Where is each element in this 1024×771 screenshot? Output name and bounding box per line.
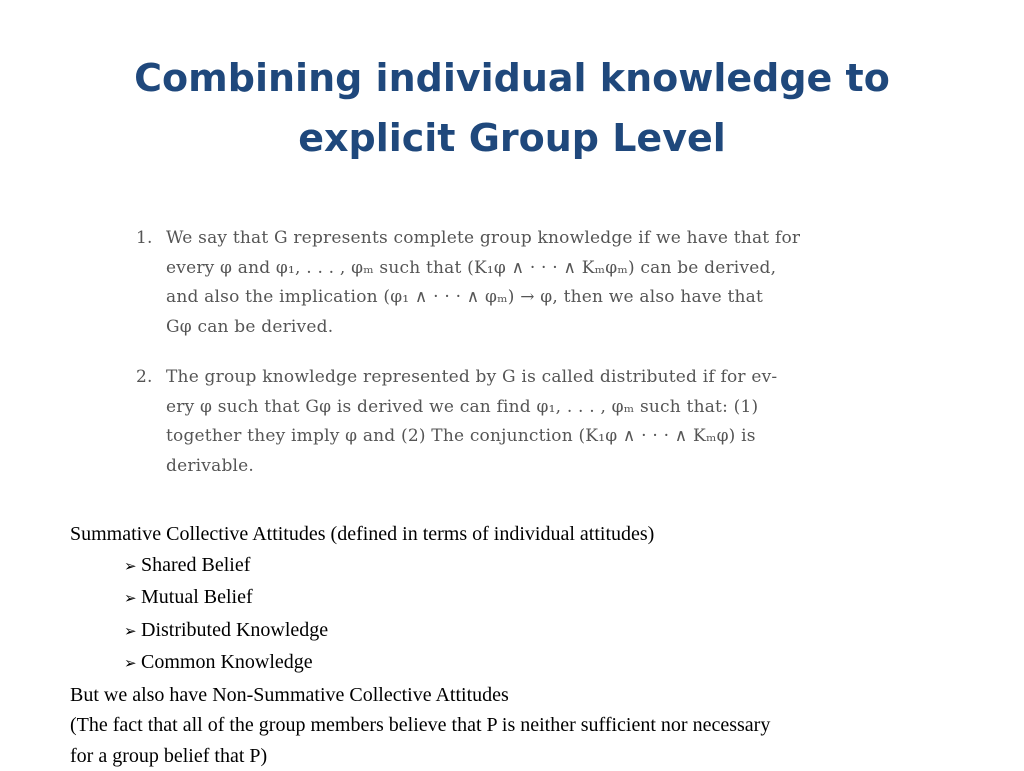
definition-number: 1. <box>136 224 166 342</box>
list-item <box>124 647 990 680</box>
arrow-bullet-icon: ➢ <box>124 584 141 615</box>
definitions-excerpt <box>136 224 862 502</box>
slide-title <box>40 48 984 168</box>
list-item-label: Mutual Belief <box>141 582 253 613</box>
arrow-bullet-icon: ➢ <box>124 649 141 680</box>
definition-line: We say that G represents complete group knowledge if we have that for <box>166 224 862 254</box>
definition-1 <box>136 224 862 342</box>
definition-line: The group knowledge represented by G is called distributed if for ev- <box>166 363 862 393</box>
definition-line: every φ and φ₁, . . . , φₘ such that (K₁φ ∧ · · · ∧ Kₘφₘ) can be derived, <box>166 254 862 284</box>
definition-line: together they imply φ and (2) The conjunction (K₁φ ∧ · · · ∧ Kₘφ) is <box>166 422 862 452</box>
list-item-label: Shared Belief <box>141 550 250 581</box>
intro-paragraph: Summative Collective Attitudes (defined in terms of individual attitudes) <box>70 519 990 550</box>
definition-text <box>166 224 862 342</box>
list-item <box>124 582 990 615</box>
definition-line: ery φ such that Gφ is derived we can find φ₁, . . . , φₘ such that: (1) <box>166 393 862 423</box>
definition-line: derivable. <box>166 452 862 482</box>
definition-line: and also the implication (φ₁ ∧ · · · ∧ φₘ) → φ, then we also have that <box>166 283 862 313</box>
list-item <box>124 550 990 583</box>
non-summative-paragraph: But we also have Non-Summative Collective Attitudes <box>70 680 990 711</box>
clarification-line-2: for a group belief that P) <box>70 741 990 771</box>
definition-2 <box>136 363 862 481</box>
list-item-label: Distributed Knowledge <box>141 615 328 646</box>
arrow-bullet-icon: ➢ <box>124 617 141 648</box>
slide-title-line-2: explicit Group Level <box>40 108 984 168</box>
definition-text <box>166 363 862 481</box>
definition-line: Gφ can be derived. <box>166 313 862 343</box>
clarification-line-1: (The fact that all of the group members believe that P is neither sufficient nor necessary <box>70 710 990 741</box>
list-item <box>124 615 990 648</box>
list-item-label: Common Knowledge <box>141 647 313 678</box>
definition-number: 2. <box>136 363 166 481</box>
arrow-bullet-icon: ➢ <box>124 552 141 583</box>
attitude-bullet-list <box>70 550 990 680</box>
slide-title-line-1: Combining individual knowledge to <box>40 48 984 108</box>
slide-body <box>70 519 990 771</box>
